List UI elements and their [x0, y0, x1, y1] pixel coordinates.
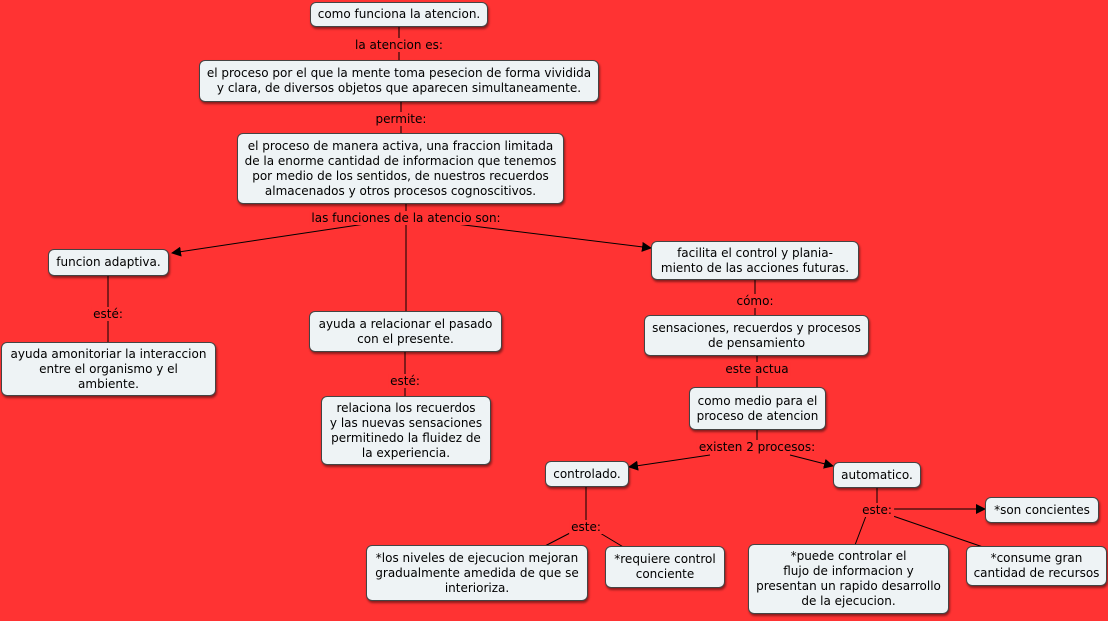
concept-medio-atencion[interactable]: como medio para el proceso de atencion: [689, 387, 826, 430]
concept-como-funciona-la-atencion[interactable]: como funciona la atencion.: [310, 2, 488, 27]
concept-facilita-control[interactable]: facilita el control y plania- miento de las acciones futuras.: [651, 241, 859, 280]
concept-ayuda-monitoriar[interactable]: ayuda amonitoriar la interaccion entre el organismo y el ambiente.: [1, 342, 216, 396]
link-label-permite: permite:: [375, 112, 427, 126]
link-label-este-actua: este actua: [725, 362, 789, 376]
link-label-este-2: esté:: [390, 374, 420, 388]
link-label-este-4: este:: [862, 503, 892, 517]
connector-functions-n4: [172, 224, 365, 253]
link-label-existen-2-procesos: existen 2 procesos:: [698, 440, 816, 454]
concept-consume-recursos[interactable]: *consume gran cantidad de recursos: [966, 546, 1107, 586]
link-label-este-3: este:: [571, 520, 601, 534]
concept-relaciona-recuerdos[interactable]: relaciona los recuerdos y las nuevas sensaciones permitinedo la fluidez de la experiencia.: [321, 396, 491, 465]
concept-controlado[interactable]: controlado.: [545, 461, 629, 487]
concept-requiere-control[interactable]: *requiere control conciente: [605, 546, 725, 588]
connector-processes-n11: [629, 455, 710, 467]
link-label-como: cómo:: [736, 294, 774, 308]
link-label-funciones: las funciones de la atencio son:: [311, 211, 501, 225]
concept-puede-controlar[interactable]: *puede controlar el flujo de informacion y presentan un rapido desarrollo de la ejecucion.: [748, 544, 949, 614]
concept-son-concientes[interactable]: *son concientes: [985, 497, 1099, 523]
connector-functions-n8: [456, 224, 651, 248]
connector-processes-n12: [790, 455, 833, 466]
connector-este-n16: [893, 516, 983, 547]
concept-proceso-mente[interactable]: el proceso por el que la mente toma pesecion de forma vividida y clara, de diversos objetos que aparecen simultaneamente.: [199, 60, 599, 102]
concept-sensaciones-recuerdos[interactable]: sensaciones, recuerdos y procesos de pensamiento: [644, 315, 869, 356]
link-label-este-1: esté:: [93, 307, 123, 321]
concept-funcion-adaptiva[interactable]: funcion adaptiva.: [48, 249, 169, 276]
link-label-la-atencion-es: la atencion es:: [355, 38, 443, 52]
concept-automatico[interactable]: automatico.: [833, 462, 921, 488]
concept-proceso-activo[interactable]: el proceso de manera activa, una fraccion limitada de la enorme cantidad de informacion que tenemos por medio de los sentidos, de nuestros recuerdos almacenados y otros procesos cognoscitivos.: [237, 133, 564, 204]
concept-niveles-ejecucion[interactable]: *los niveles de ejecucion mejoran gradualmente amedida de que se interioriza.: [366, 545, 588, 601]
concept-relacionar-pasado[interactable]: ayuda a relacionar el pasado con el presente.: [309, 311, 502, 352]
connector-este-n15: [855, 516, 866, 545]
